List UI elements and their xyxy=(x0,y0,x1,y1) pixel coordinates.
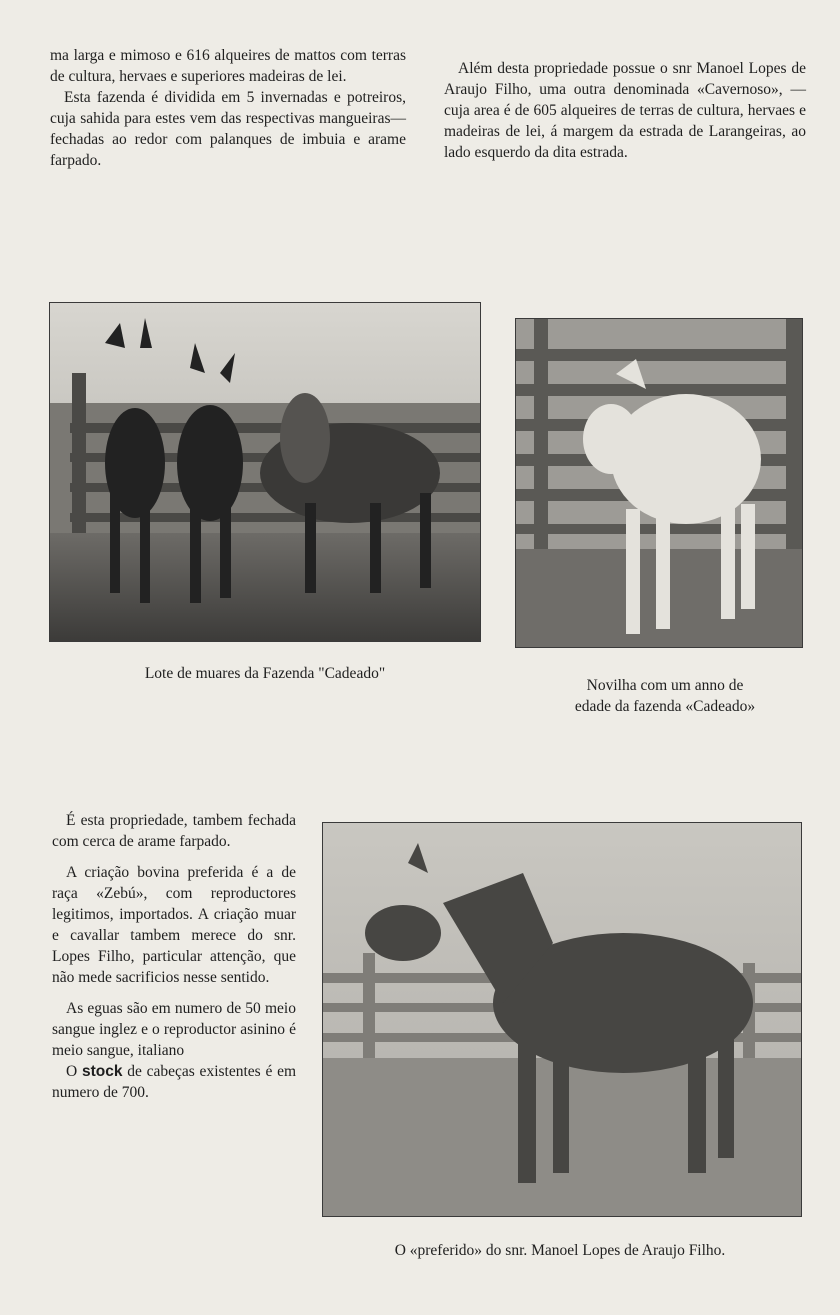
paragraph: ma larga e mimoso e 616 alqueires de mattos com terras de cultura, hervaes e superiores madeiras de lei. xyxy=(50,47,406,85)
heifer-caption-line: edade da fazenda «Cadeado» xyxy=(574,698,756,715)
heifer-photo xyxy=(515,318,803,648)
heifer-caption xyxy=(520,675,810,717)
mules-image xyxy=(50,303,480,641)
stock-suffix: de cabeças existentes é em numero de 700. xyxy=(52,1063,297,1101)
mules-caption: Lote de muares da Fazenda "Cadeado" xyxy=(144,665,386,682)
stock-bold: stock xyxy=(81,1063,123,1080)
paragraph xyxy=(52,1061,296,1103)
heifer-image xyxy=(516,319,802,647)
paragraph: Além desta propriedade possue o snr Manoel Lopes de Araujo Filho, uma outra denominada «Cavernoso», — cuja area é de 605 alqueires de terras de cultura, hervaes e madeiras de lei, á margem da estrada de Larangeiras, ao lado esquerdo da dita estrada. xyxy=(444,60,806,161)
stock-prefix: O xyxy=(66,1063,78,1080)
horse-image xyxy=(323,823,801,1216)
mules-photo xyxy=(49,302,481,642)
paragraph: É esta propriedade, tambem fechada com cerca de arame farpado. xyxy=(52,812,296,850)
top-right-column xyxy=(444,58,806,163)
top-left-column xyxy=(50,45,406,171)
paragraph: A criação bovina preferida é a de raça «Zebú», com reproductores legitimos, importados. A criação muar e cavallar tambem merece do snr. Lopes Filho, particular attenção, que não mede sacrificios nesse sentido. xyxy=(52,864,296,986)
heifer-caption-line: Novilha com um anno de xyxy=(586,677,744,694)
horse-photo xyxy=(322,822,802,1217)
paragraph: As eguas são em numero de 50 meio sangue inglez e o reproductor asinino é meio sangue, italiano xyxy=(52,1000,296,1059)
paragraph: Esta fazenda é dividida em 5 invernadas e potreiros, cuja sahida para estes vem das respectivas mangueiras—fechadas ao redor com palanques de imbuia e arame farpado. xyxy=(50,89,406,169)
bottom-left-column xyxy=(52,810,296,1103)
horse-caption: O «preferido» do snr. Manoel Lopes de Araujo Filho. xyxy=(394,1242,726,1259)
